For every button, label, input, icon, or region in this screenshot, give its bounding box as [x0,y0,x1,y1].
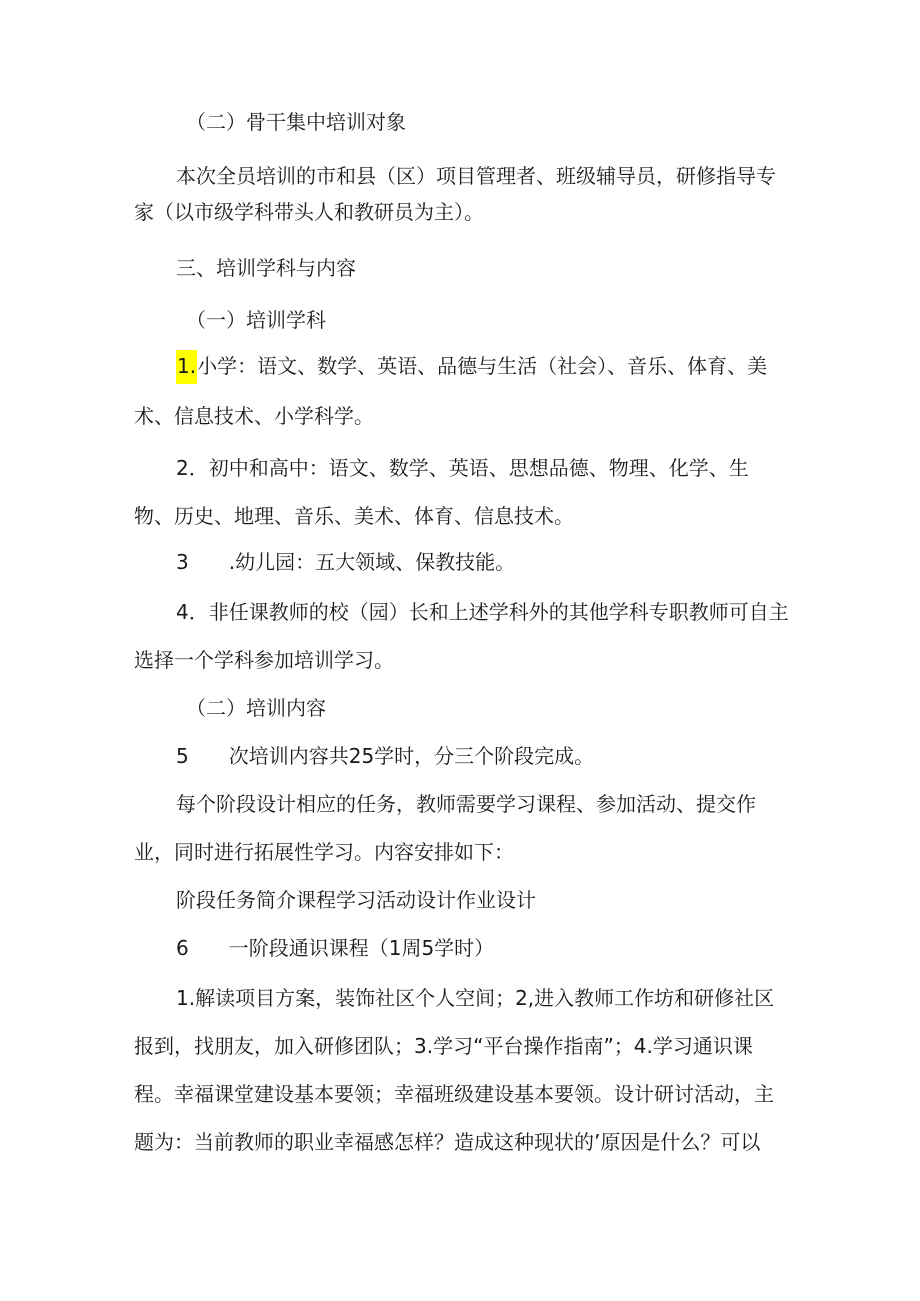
list-item-text: 小学：语文、数学、英语、品德与生活（社会）、音乐、体育、美 [197,354,768,378]
paragraph-line: 本次全员培训的市和县（区）项目管理者、班级辅导员，研修指导专 [176,164,776,188]
paragraph-line: 选择一个学科参加培训学习。 [134,648,394,672]
list-number: 6 [176,936,189,960]
paragraph-line: 题为：当前教师的职业幸福感怎样？造成这种现状的’原因是什么？可以 [134,1130,761,1154]
paragraph-line: 程。幸福课堂建设基本要领；幸福班级建设基本要领。设计研讨活动，主 [134,1082,774,1106]
paragraph-line: 术、信息技术、小学科学。 [134,404,374,428]
highlighted-number: 1. [176,350,197,384]
list-item-text: .幼儿园：五大领域、保教技能。 [228,550,516,574]
list-item-kindergarten [176,548,515,576]
list-number: 5 [176,744,189,768]
list-item-hours [176,742,594,770]
paragraph-line: 家（以市级学科带头人和教研员为主）。 [134,200,484,224]
list-item-text: 次培训内容共25学时，分三个阶段完成。 [228,744,595,768]
subsection-heading-content: （二）培训内容 [186,696,326,720]
list-number: 3 [176,550,189,574]
stage-one-heading [176,934,494,962]
paragraph-line: 物、历史、地理、音乐、美术、体育、信息技术。 [134,504,574,528]
section-heading-backbone-trainees: （二）骨干集中培训对象 [186,110,406,134]
subsection-heading-subjects: （一）培训学科 [186,308,326,332]
section-heading-subjects-content: 三、培训学科与内容 [176,256,356,280]
list-item-primary [176,352,767,380]
paragraph-line: 1.解读项目方案，装饰社区个人空间；2,进入教师工作坊和研修社区 [176,986,775,1010]
paragraph-line: 每个阶段设计相应的任务，教师需要学习课程、参加活动、提交作 [176,792,756,816]
list-item-text: 一阶段通识课程（1周5学时） [228,936,495,960]
list-item-secondary: 2．初中和高中：语文、数学、英语、思想品德、物理、化学、生 [176,456,749,480]
paragraph-line: 业，同时进行拓展性学习。内容安排如下： [134,840,514,864]
paragraph-line: 报到，找朋友，加入研修团队；3.学习“平台操作指南”；4.学习通识课 [134,1034,753,1058]
table-header-line: 阶段任务简介课程学习活动设计作业设计 [176,888,536,912]
list-item-non-teaching: 4．非任课教师的校（园）长和上述学科外的其他学科专职教师可自主 [176,600,789,624]
